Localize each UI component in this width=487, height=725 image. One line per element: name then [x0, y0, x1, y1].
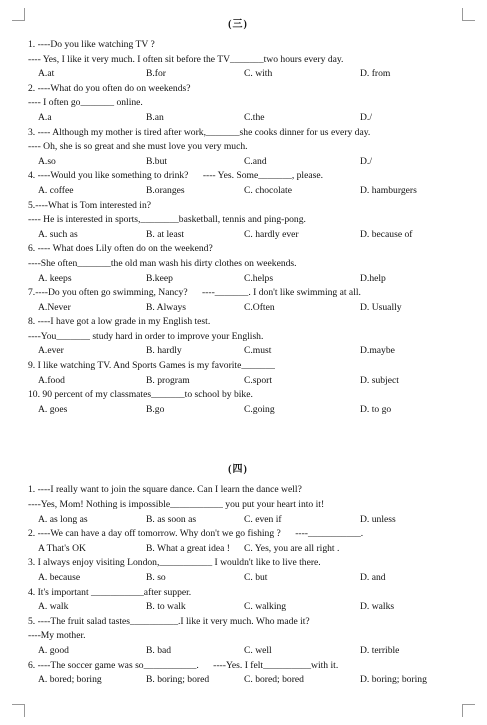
option-d: D. subject: [360, 374, 399, 386]
answer-options: [28, 600, 448, 615]
question-stem: 5.----What is Tom interested in?: [28, 199, 152, 211]
option-c: C. even if: [244, 513, 282, 525]
option-b: B. to walk: [146, 601, 186, 613]
option-b: B. Always: [146, 301, 186, 313]
option-a: A. walk: [38, 601, 69, 613]
question-stem: 8. ----I have got a low grade in my English test.: [28, 316, 211, 328]
dialogue-line: ----You_______ study hard in order to improve your English.: [28, 330, 264, 342]
dialogue-line: ----She often_______the old man wash his dirty clothes on weekends.: [28, 257, 297, 269]
answer-options: [28, 571, 448, 586]
option-b: B. hardly: [146, 345, 182, 357]
option-c: C. walking: [244, 601, 287, 613]
option-a: A.ever: [38, 345, 64, 357]
answer-options: [28, 228, 448, 243]
question-item: [28, 359, 448, 388]
answer-options: [28, 344, 448, 359]
answer-options: [28, 272, 448, 287]
option-c: C. chocolate: [244, 184, 292, 196]
dialogue-line: ----My mother.: [28, 630, 86, 642]
section-3-questions: [28, 38, 448, 417]
crop-mark-bottom-left: [12, 704, 25, 717]
answer-options: [28, 673, 448, 688]
question-item: [28, 126, 448, 170]
option-a: A. such as: [38, 228, 78, 240]
dialogue-line: ---- Oh, she is so great and she must love you very much.: [28, 141, 248, 153]
question-item: [28, 586, 448, 615]
question-item: [28, 169, 448, 198]
question-stem: 1. ----I really want to join the square dance. Can I learn the dance well?: [28, 484, 302, 496]
dialogue-line: ---- Yes, I like it very much. I often sit before the TV_______two hours every day.: [28, 53, 344, 65]
question-stem: 4. ----Would you like something to drink? ---- Yes. Some_______, please.: [28, 170, 323, 182]
question-item: [28, 388, 448, 417]
question-stem: 9. I like watching TV. And Sports Games is my favorite_______: [28, 360, 275, 372]
option-d: D. walks: [360, 601, 395, 613]
option-b: B. What a great idea !: [146, 542, 230, 554]
option-a: A.Never: [38, 301, 71, 313]
option-d: D. hamburgers: [360, 184, 417, 196]
option-d: D./: [360, 111, 372, 123]
crop-mark-bottom-right: [462, 704, 475, 717]
option-c: C.sport: [244, 374, 272, 386]
dialogue-line: ---- I often go_______ online.: [28, 97, 143, 109]
question-item: [28, 38, 448, 82]
answer-options: [28, 374, 448, 389]
answer-options: [28, 67, 448, 82]
option-a: A.so: [38, 155, 56, 167]
worksheet-page: [28, 18, 448, 688]
option-a: A. bored; boring: [38, 674, 102, 686]
option-b: B. at least: [146, 228, 185, 240]
option-d: D. terrible: [360, 644, 400, 656]
option-a: A.a: [38, 111, 52, 123]
option-c: C.helps: [244, 272, 274, 284]
option-b: B.go: [146, 403, 165, 415]
option-c: C. Yes, you are all right .: [244, 542, 340, 554]
question-item: [28, 199, 448, 243]
option-c: C. hardly ever: [244, 228, 299, 240]
dialogue-line: ---- He is interested in sports,________basketball, tennis and ping-pong.: [28, 214, 306, 226]
option-b: B. so: [146, 572, 166, 583]
answer-options: [28, 644, 448, 659]
question-stem: 6. ----The soccer game was so___________. ----Yes. I felt__________with it.: [28, 659, 339, 671]
question-item: [28, 483, 448, 527]
option-a: A That's OK: [38, 542, 86, 554]
option-d: D./: [360, 155, 372, 167]
option-c: C.and: [244, 155, 267, 167]
answer-options: [28, 184, 448, 199]
option-b: B. boring; bored: [146, 674, 210, 686]
option-c: C. bored; bored: [244, 674, 304, 686]
option-a: A. coffee: [38, 184, 74, 196]
option-d: D. because of: [360, 228, 413, 240]
option-b: B. as soon as: [146, 513, 197, 525]
option-a: A. because: [38, 572, 81, 583]
question-item: [28, 315, 448, 359]
option-d: D. to go: [360, 403, 392, 415]
option-a: A. as long as: [38, 513, 88, 525]
option-b: B.for: [146, 68, 166, 80]
question-stem: 3. ---- Although my mother is tired after work,_______she cooks dinner for us every day.: [28, 126, 371, 138]
answer-options: [28, 111, 448, 126]
crop-mark-top-left: [12, 8, 25, 21]
answer-options: [28, 403, 448, 418]
question-item: [28, 82, 448, 126]
option-b: B. program: [146, 374, 190, 386]
option-d: D.maybe: [360, 345, 395, 357]
option-b: B.an: [146, 111, 164, 123]
option-a: A. good: [38, 644, 69, 656]
option-a: A.food: [38, 374, 65, 386]
answer-options: [28, 155, 448, 170]
question-stem: 2. ----What do you often do on weekends?: [28, 82, 191, 94]
option-a: A. goes: [38, 403, 68, 415]
question-item: [28, 286, 448, 315]
question-item: [28, 527, 448, 556]
option-c: C. well: [244, 644, 272, 656]
question-stem: 2. ----We can have a day off tomorrow. Why don't we go fishing ? ----___________.: [28, 528, 364, 540]
question-item: [28, 659, 448, 688]
crop-mark-top-right: [462, 8, 475, 21]
option-c: C. with: [244, 68, 273, 80]
option-c: C.the: [244, 111, 265, 123]
question-item: [28, 615, 448, 659]
question-stem: 5. ----The fruit salad tastes__________.I like it very much. Who made it?: [28, 615, 310, 627]
option-d: D. unless: [360, 513, 396, 525]
question-stem: 4. It's important ___________after supper.: [28, 586, 192, 598]
question-stem: 7.----Do you often go swimming, Nancy? ----_______. I don't like swimming at all.: [28, 287, 361, 299]
question-stem: 3. I always enjoy visiting London,___________ I wouldn't like to live there.: [28, 557, 321, 569]
option-b: B. bad: [146, 644, 172, 656]
question-stem: 6. ---- What does Lily often do on the weekend?: [28, 243, 213, 255]
option-a: A. keeps: [38, 272, 72, 284]
question-item: [28, 242, 448, 286]
option-d: D. Usually: [360, 301, 402, 313]
answer-options: [28, 542, 448, 557]
question-stem: 1. ----Do you like watching TV ?: [28, 39, 155, 50]
dialogue-line: ----Yes, Mom! Nothing is impossible___________ you put your heart into it!: [28, 499, 325, 511]
answer-options: [28, 301, 448, 316]
option-a: A.at: [38, 68, 55, 80]
option-d: D. and: [360, 572, 386, 583]
option-b: B.oranges: [146, 184, 185, 196]
answer-options: [28, 513, 448, 528]
option-b: B.keep: [146, 272, 173, 284]
option-d: D. from: [360, 68, 391, 80]
question-item: [28, 556, 448, 585]
option-c: C.going: [244, 403, 275, 415]
section-4-questions: [28, 483, 448, 687]
section-title-4: (四): [228, 464, 248, 476]
option-d: D. boring; boring: [360, 674, 427, 686]
section-title-3: (三): [228, 19, 248, 30]
option-c: C.must: [244, 345, 272, 357]
option-c: C.Often: [244, 301, 275, 313]
option-d: D.help: [360, 272, 386, 284]
option-b: B.but: [146, 155, 168, 167]
question-stem: 10. 90 percent of my classmates_______to school by bike.: [28, 389, 253, 401]
option-c: C. but: [244, 572, 268, 583]
